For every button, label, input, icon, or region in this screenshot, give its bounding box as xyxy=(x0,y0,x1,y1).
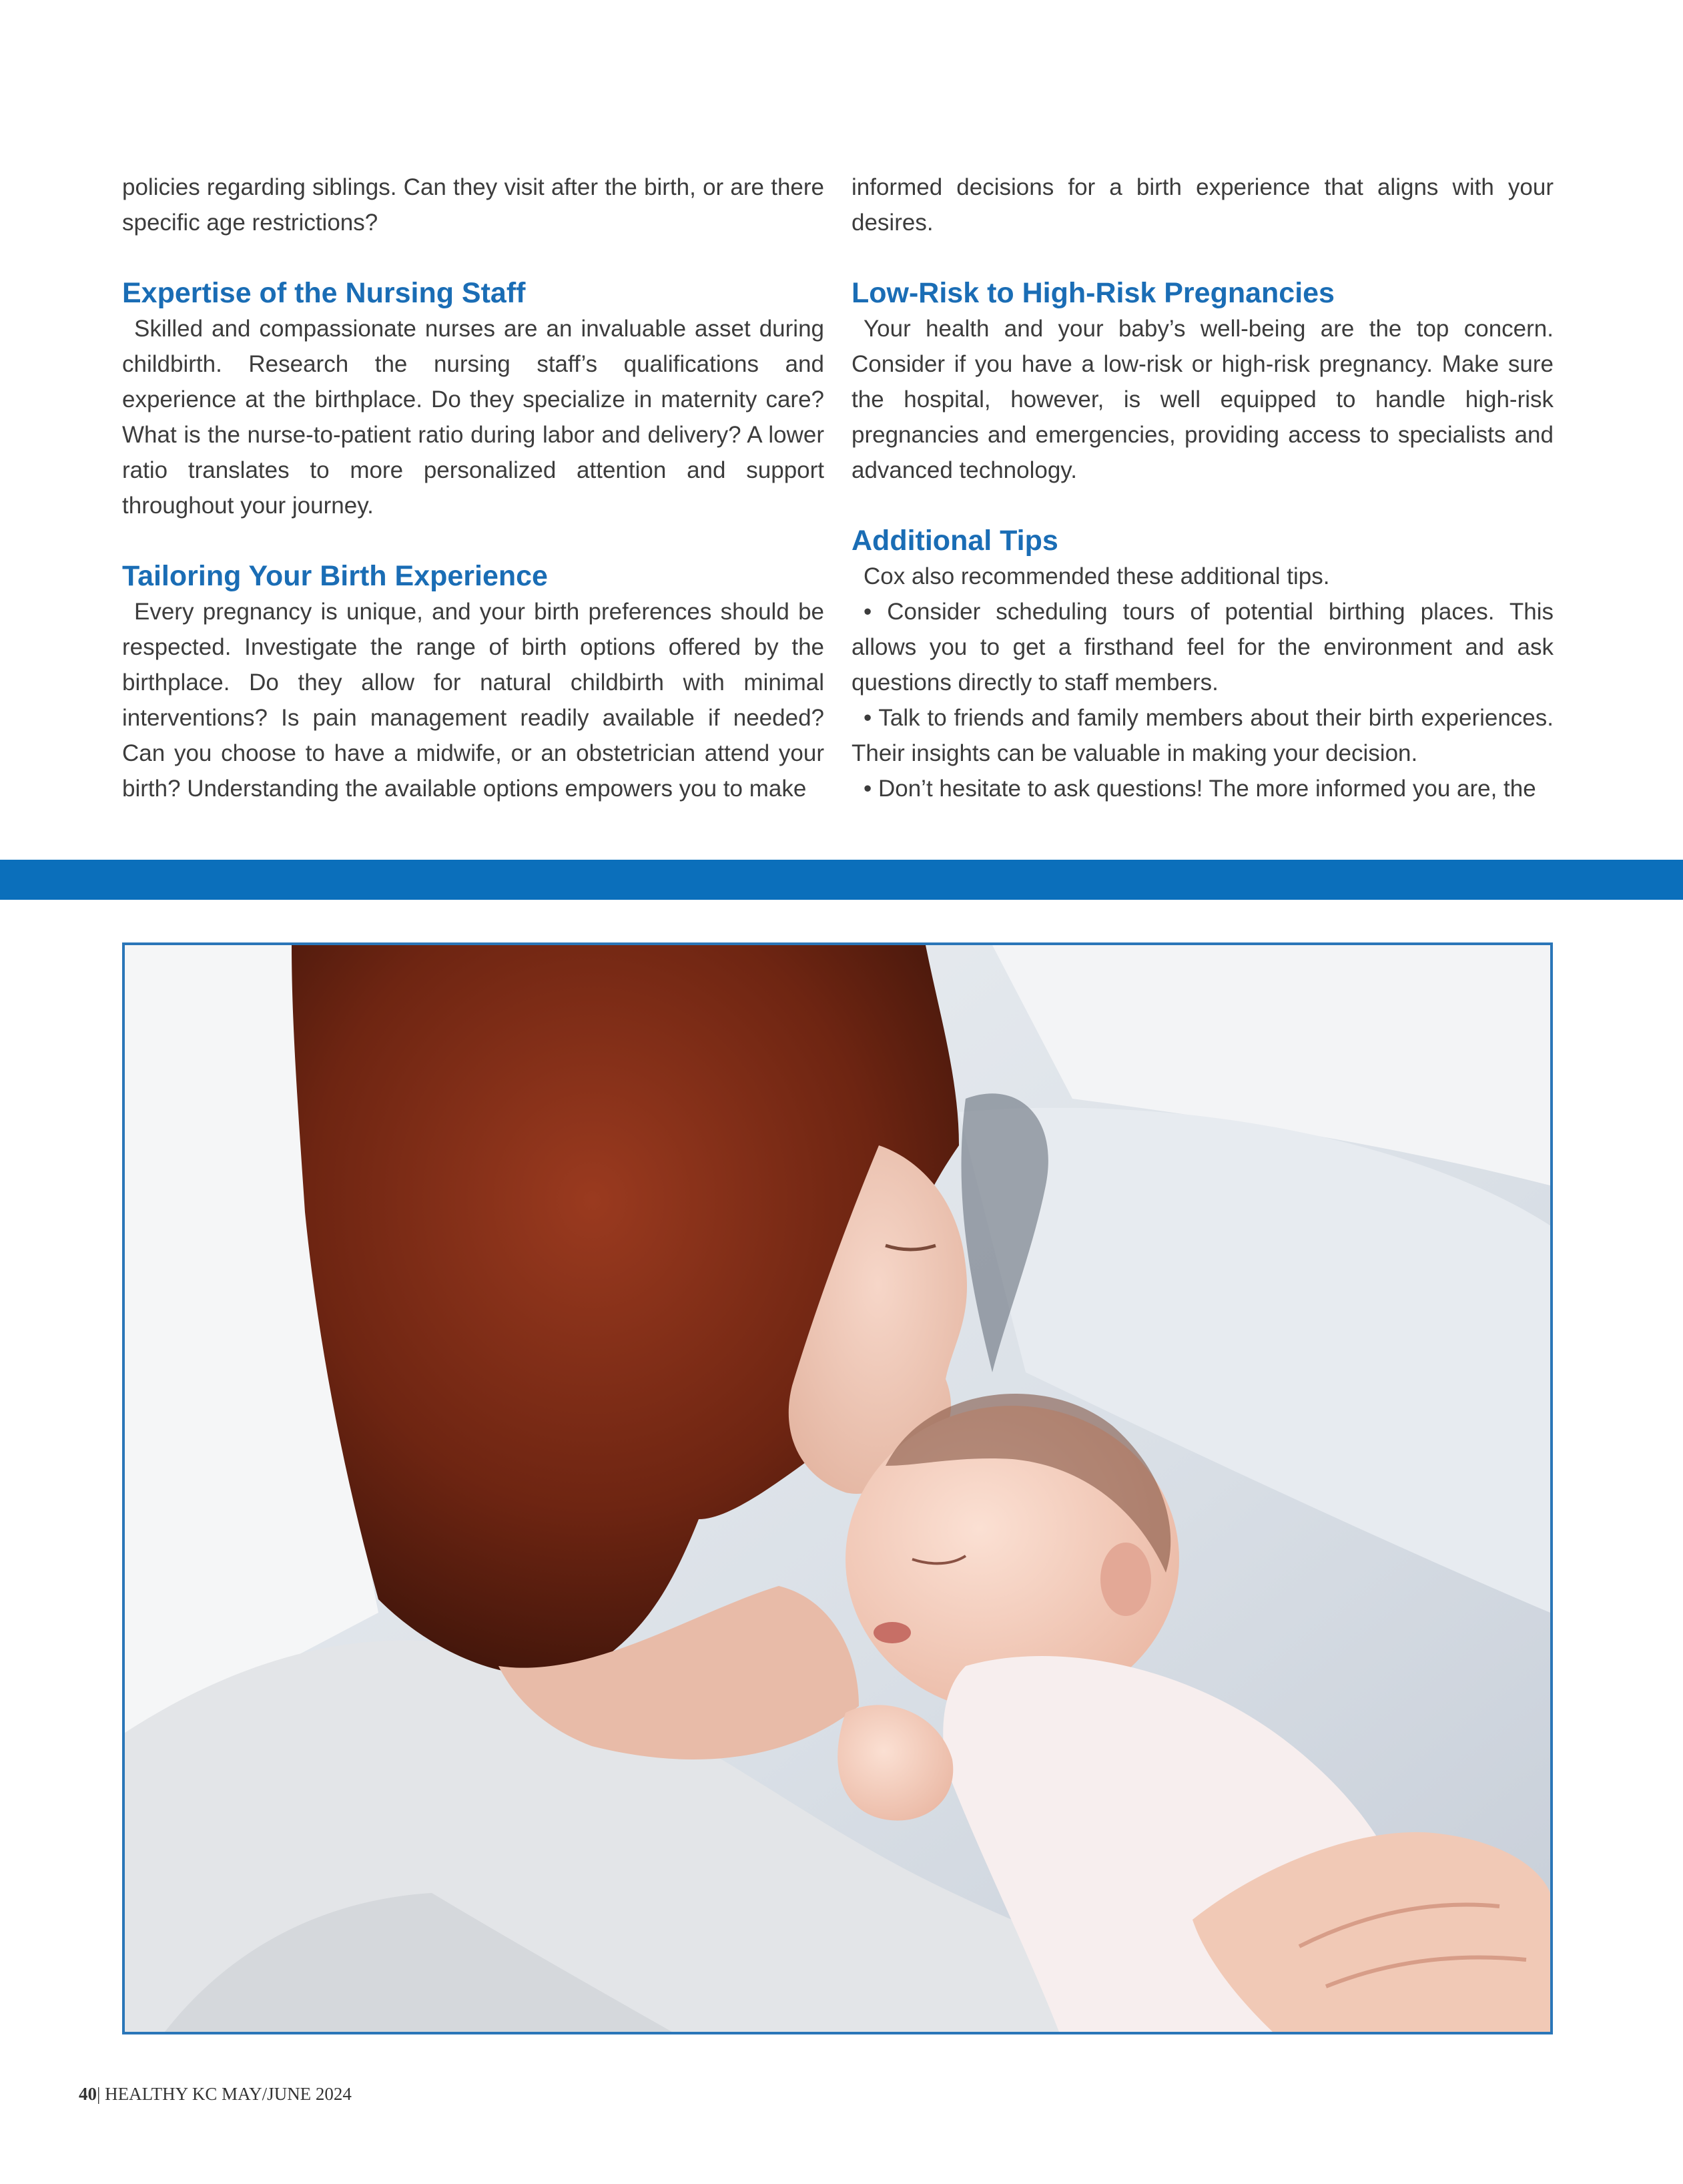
mother-newborn-photo xyxy=(122,942,1553,2034)
page-footer xyxy=(79,2083,352,2105)
heading-risk-pregnancies: Low-Risk to High-Risk Pregnancies xyxy=(852,277,1335,309)
publication-line: | HEALTHY KC MAY/JUNE 2024 xyxy=(97,2084,352,2104)
heading-birth-experience: Tailoring Your Birth Experience xyxy=(122,560,548,592)
right-column xyxy=(852,170,1554,817)
risk-pregnancies-paragraph: Your health and your baby’s well-being are the top concern. Consider if you have a low-risk or high-risk pregnancy. Make sure the hospital, however, is well equipped to handle high-risk pregnancies and emergencies, providing access to specialists and advanced technology. xyxy=(852,316,1554,483)
right-intro-paragraph: informed decisions for a birth experience that aligns with your desires. xyxy=(852,174,1554,236)
birth-experience-paragraph: Every pregnancy is unique, and your birth preferences should be respected. Investigate the range of birth options offered by the birthplace. Do they allow for natural childbirth with minimal interventions? Is pain management readily available if needed? Can you choose to have a midwife, or an obstetrician attend your birth? Understanding the available options empowers you to make xyxy=(122,599,824,802)
photo-illustration xyxy=(125,945,1550,2032)
left-column xyxy=(122,170,824,817)
heading-nursing-staff: Expertise of the Nursing Staff xyxy=(122,277,526,309)
tip-bullet-item: • Don’t hesitate to ask questions! The more informed you are, the xyxy=(864,776,1536,802)
page-number: 40 xyxy=(79,2084,97,2104)
tip-bullet-item: • Talk to friends and family members about their birth experiences. Their insights can be valuable in making your decision. xyxy=(852,705,1554,766)
tip-bullet-item: • Consider scheduling tours of potential birthing places. This allows you to get a firsthand feel for the environment and ask questions directly to staff members. xyxy=(852,599,1554,696)
left-intro-paragraph: policies regarding siblings. Can they visit after the birth, or are there specific age restrictions? xyxy=(122,174,824,236)
tips-lead-paragraph: Cox also recommended these additional tips. xyxy=(864,563,1330,589)
article-columns xyxy=(122,170,1554,817)
heading-additional-tips: Additional Tips xyxy=(852,525,1058,557)
blue-divider-band xyxy=(0,860,1683,900)
nursing-staff-paragraph: Skilled and compassionate nurses are an invaluable asset during childbirth. Research the nursing staff’s qualifications and experience at the birthplace. Do they specialize in maternity care? What is the nurse-to-patient ratio during labor and delivery? A lower ratio translates to more personalized attention and support throughout your journey. xyxy=(122,316,824,519)
